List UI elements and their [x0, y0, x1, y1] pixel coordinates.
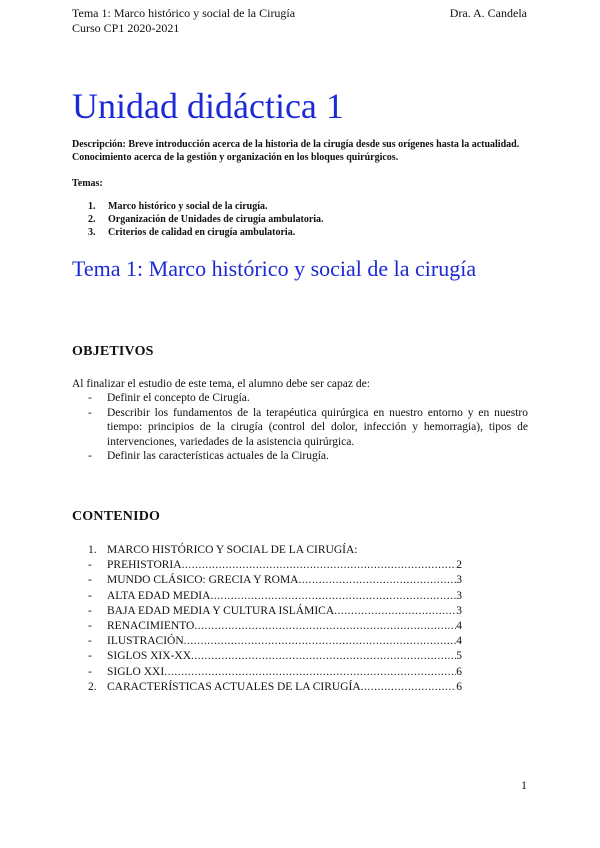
objetivo-text: Definir el concepto de Cirugía. — [107, 392, 250, 404]
objetivo-item: - Definir las características actuales de la Cirugía. — [88, 449, 528, 464]
toc-label: MARCO HISTÓRICO Y SOCIAL DE LA CIRUGÍA: — [107, 544, 358, 556]
toc-label: RENACIMIENTO — [107, 620, 195, 633]
toc-label: PREHISTORIA — [107, 559, 182, 572]
tema-number: 2. — [88, 214, 96, 225]
toc-page: 4 — [456, 620, 462, 633]
objetivos-heading: OBJETIVOS — [72, 344, 154, 359]
toc-entry: - RENACIMIENTO ..... 4 — [88, 619, 462, 634]
header-author: Dra. A. Candela — [449, 6, 527, 20]
toc-label: MUNDO CLÁSICO: GRECIA Y ROMA — [107, 574, 299, 587]
toc-label: CARACTERÍSTICAS ACTUALES DE LA CIRUGÍA — [107, 680, 361, 693]
toc-leader — [210, 589, 456, 604]
objetivo-item: - Definir el concepto de Cirugía. — [88, 391, 528, 406]
objetivos-list — [88, 391, 528, 464]
toc-page: 3 — [456, 604, 462, 617]
toc-leader — [191, 649, 456, 664]
toc-leader — [298, 573, 456, 588]
objetivos-intro: Al finalizar el estudio de este tema, el alumno debe ser capaz de: — [72, 378, 370, 390]
toc-leader — [361, 680, 457, 695]
toc-label: SIGLO XXI — [107, 665, 165, 678]
toc-label: ALTA EDAD MEDIA — [107, 589, 211, 602]
toc-entry: - MUNDO CLÁSICO: GRECIA Y ROMA ..... 3 — [88, 573, 462, 588]
toc-leader — [164, 665, 456, 680]
toc-label: SIGLOS XIX-XX — [107, 650, 192, 663]
table-of-contents — [88, 543, 462, 695]
header-course: Curso CP1 2020-2021 — [72, 21, 180, 35]
toc-leader — [182, 558, 457, 573]
temas-list — [88, 200, 324, 239]
contenido-heading: CONTENIDO — [72, 509, 161, 524]
tema-number: 1. — [88, 201, 96, 212]
tema-item — [88, 200, 324, 213]
tema-title: Tema 1: Marco histórico y social de la cirugía — [72, 256, 477, 281]
tema-number: 3. — [88, 227, 96, 238]
objetivo-text: Definir las características actuales de la Cirugía. — [107, 450, 329, 462]
running-header-left — [72, 6, 295, 36]
toc-entry: - PREHISTORIA ..... 2 — [88, 558, 462, 573]
unit-title: Unidad didáctica 1 — [72, 86, 344, 126]
page-number: 1 — [521, 778, 527, 792]
toc-leader — [334, 604, 456, 619]
toc-page: 5 — [456, 650, 462, 663]
toc-page: 4 — [456, 635, 462, 648]
objetivo-text: Describir los fundamentos de la terapéutica quirúrgica en nuestro entorno y en nuestro tiempo: principios de la cirugía (control del dolor, infección y hemorragia), tipos de intervenciones, variedades de la asistencia quirúrgica. — [107, 406, 528, 448]
tema-text: Marco histórico y social de la cirugía. — [108, 201, 268, 212]
toc-entry: - ALTA EDAD MEDIA ..... 3 — [88, 589, 462, 604]
header-topic: Tema 1: Marco histórico y social de la Cirugía — [72, 6, 296, 20]
toc-leader — [184, 634, 457, 649]
unit-description: Descripción: Breve introducción acerca de la historia de la cirugía desde sus orígenes hasta la actualidad. Conocimiento acerca de la gestión y organización en los bloques quirúrgicos. — [72, 139, 520, 163]
toc-entry: 2. CARACTERÍSTICAS ACTUALES DE LA CIRUGÍA ..... 6 — [88, 680, 462, 695]
tema-text: Criterios de calidad en cirugía ambulatoria. — [108, 227, 296, 238]
tema-text: Organización de Unidades de cirugía ambulatoria. — [108, 214, 324, 225]
tema-item — [88, 226, 324, 239]
objetivo-item: - Describir los fundamentos de la terapéutica quirúrgica en nuestro entorno y en nuestro tiempo: principios de la cirugía (control del dolor, infección y hemorragia), tipos de intervenciones, variedades de la asistencia quirúrgica. — [88, 406, 528, 448]
toc-label: ILUSTRACIÓN — [107, 635, 184, 648]
toc-label: BAJA EDAD MEDIA Y CULTURA ISLÁMICA — [107, 604, 335, 617]
toc-entry: - ILUSTRACIÓN ..... 4 — [88, 634, 462, 649]
toc-entry: - SIGLOS XIX-XX ..... 5 — [88, 649, 462, 664]
temas-label: Temas: — [72, 178, 103, 189]
toc-page: 3 — [456, 589, 462, 602]
toc-page: 6 — [456, 665, 462, 678]
toc-leader — [194, 619, 456, 634]
toc-entry: - SIGLO XXI ..... 6 — [88, 665, 462, 680]
toc-entry: 1. MARCO HISTÓRICO Y SOCIAL DE LA CIRUGÍA: — [88, 543, 462, 558]
toc-page: 6 — [456, 680, 462, 693]
toc-page: 3 — [456, 574, 462, 587]
toc-entry: - BAJA EDAD MEDIA Y CULTURA ISLÁMICA ..... 3 — [88, 604, 462, 619]
toc-page: 2 — [456, 559, 462, 572]
tema-item — [88, 213, 324, 226]
